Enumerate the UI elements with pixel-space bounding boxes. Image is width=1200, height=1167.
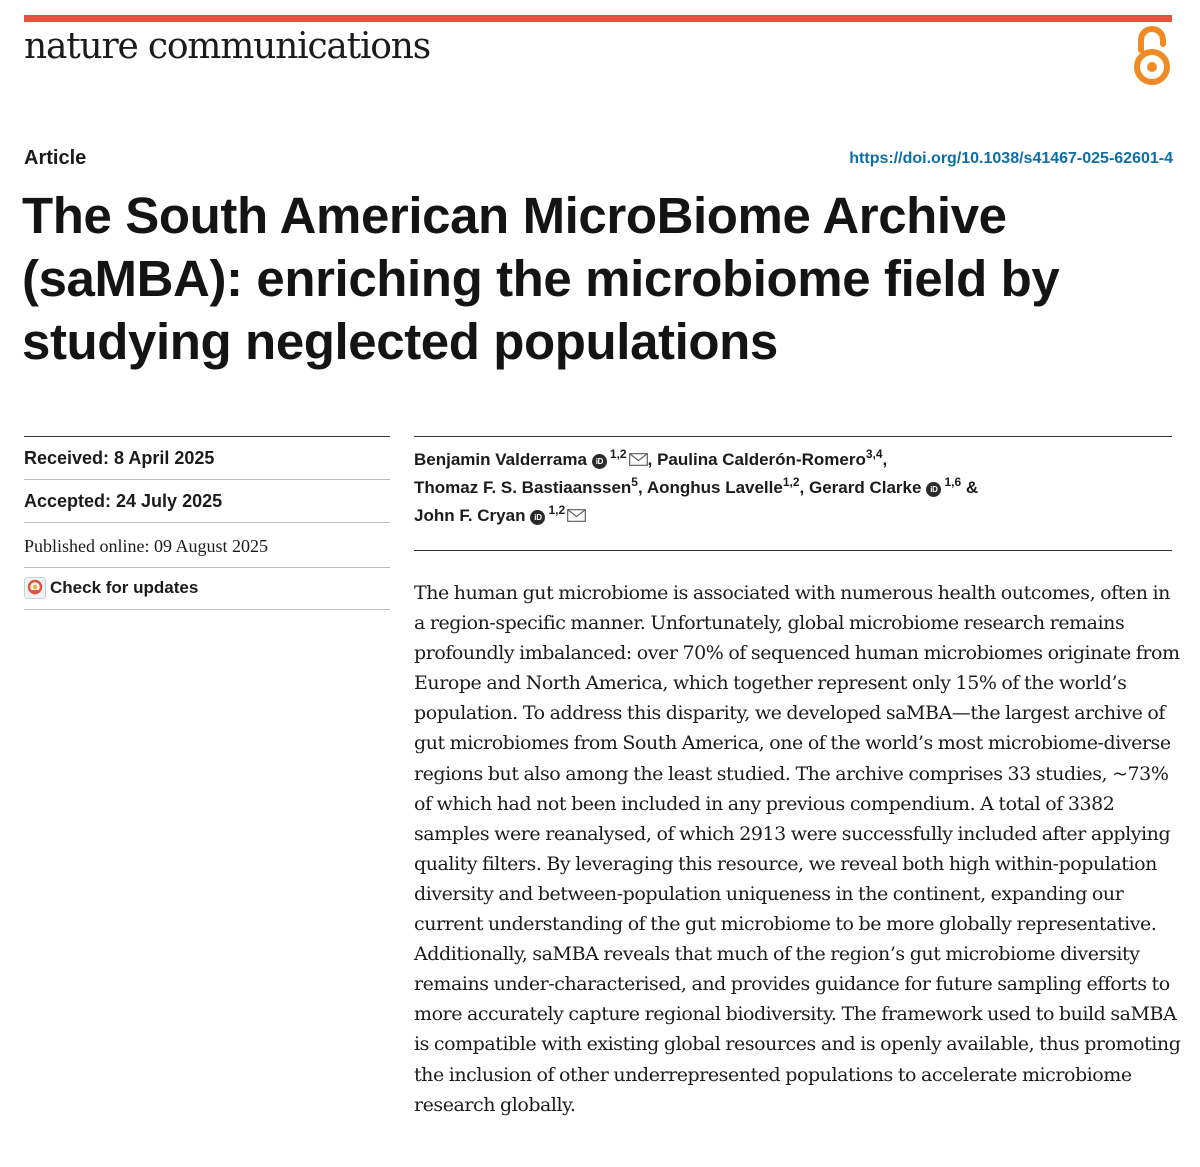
abstract: The human gut microbiome is associated with numerous health outcomes, often in a region-specific manner. Unfortunately, global microbiome research remains profoundly imbalanced: over 70% of sequenced human microbiomes originate from Europe and North America, which together represent only 15% of the world’s population. To address this disparity, we developed saMBA—the largest archive of gut microbiomes from South America, one of the world’s most microbiome-diverse regions but also among the least studied. The archive comprises 33 studies, ~73% of which had not been included in any previous compendium. A total of 3382 samples were reanalysed, of which 2913 were successfully included after applying quality filters. By leveraging this resource, we reveal both high within-population diversity and between-population uniqueness in the continent, expanding our current understanding of the gut microbiome to be more globally representative. Additionally, saMBA reveals that much of the region’s gut microbiome diversity remains under-characterised, and provides guidance for future sampling efforts to more accurately capture regional biodiversity. The framework used to build saMBA is compatible with existing global resources and is openly available, thus promoting the inclusion of other underrepresented populations to accelerate microbiome research globally. (414, 582, 1181, 1116)
check-for-updates-label: Check for updates (50, 578, 199, 597)
doi-link[interactable]: https://doi.org/10.1038/s41467-025-62601-4 (849, 150, 1173, 167)
author[interactable]: Thomaz F. S. Bastiaanssen$^5$, (414, 475, 643, 497)
author[interactable]: Gerard Clarke iD$^{1,6}$ & (809, 475, 979, 497)
journal-name[interactable]: nature communications (24, 26, 430, 67)
divider (24, 609, 390, 610)
divider (24, 436, 390, 437)
article-type: Article (24, 147, 87, 169)
orcid-icon[interactable]: iD (592, 454, 607, 469)
email-icon[interactable] (629, 453, 648, 466)
accepted-date: Accepted: 24 July 2025 (24, 491, 223, 511)
author[interactable]: Benjamin Valderrama iD$^{1,2}$ , (414, 447, 653, 469)
received-date: Received: 8 April 2025 (24, 448, 215, 468)
divider (24, 522, 390, 523)
divider (24, 567, 390, 568)
divider (24, 479, 390, 480)
divider (414, 436, 1172, 437)
orcid-icon[interactable]: iD (926, 482, 941, 497)
journal-accent-bar (24, 15, 1172, 22)
orcid-icon[interactable]: iD (530, 510, 545, 525)
author[interactable]: Aonghus Lavelle$^{1,2}$, (646, 475, 805, 497)
author-list (414, 446, 1174, 530)
article-title: The South American MicroBiome Archive (saMBA): enriching the microbiome field by studying neglected populations (22, 187, 1060, 370)
published-date: Published online: 09 August 2025 (24, 536, 269, 556)
author[interactable]: Paulina Calderón-Romero$^{3,4}$, (657, 447, 888, 469)
email-icon[interactable] (567, 509, 586, 522)
check-for-updates-icon (24, 577, 46, 599)
divider (414, 550, 1172, 551)
author[interactable]: John F. Cryan iD$^{1,2}$ (414, 506, 586, 525)
open-access-icon (1131, 24, 1173, 86)
check-for-updates-button[interactable] (24, 577, 198, 599)
